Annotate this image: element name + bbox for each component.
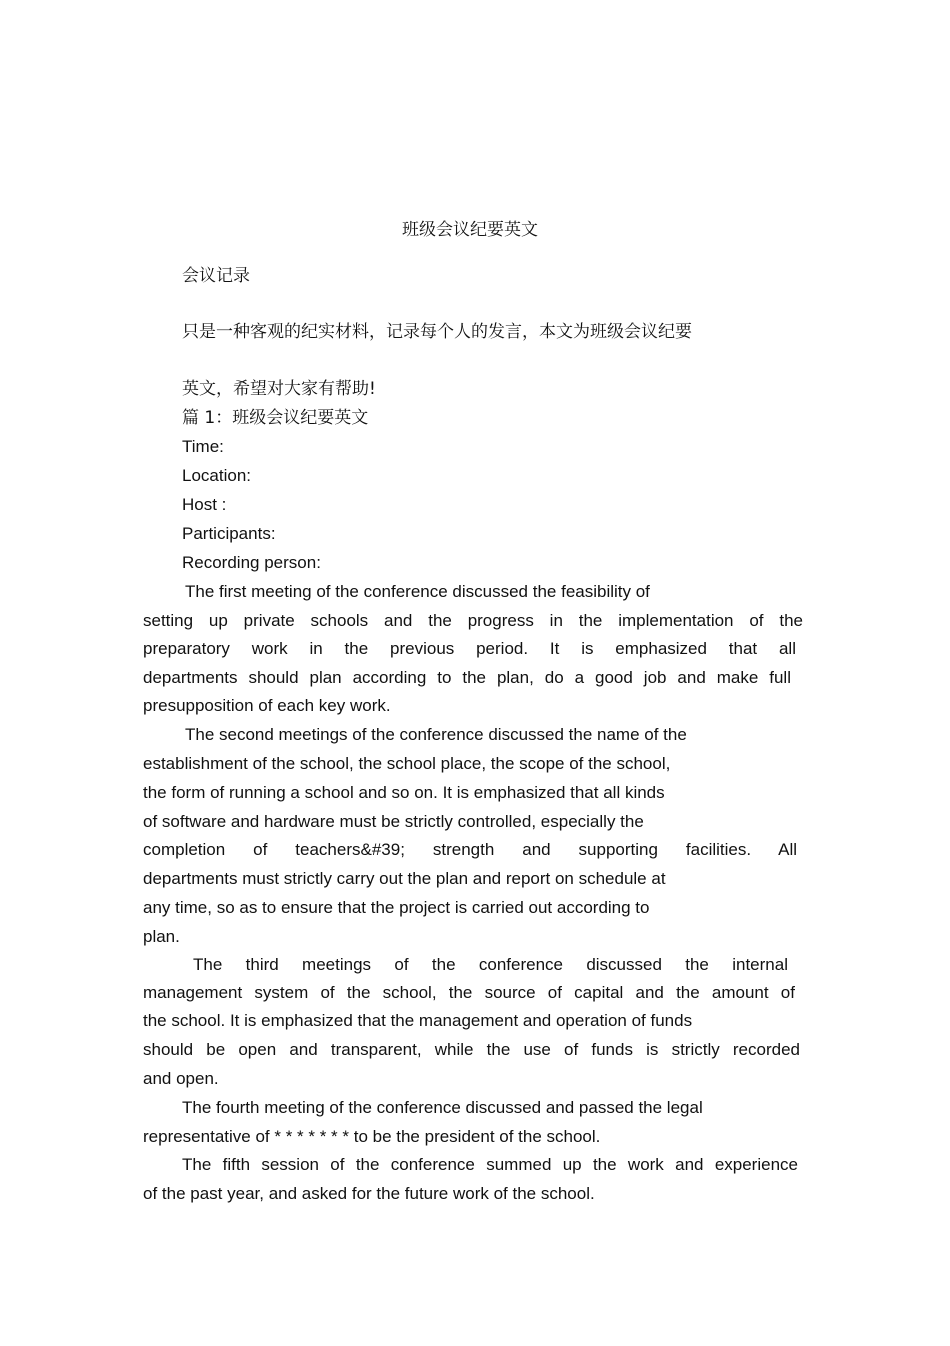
field-host: Host :	[182, 495, 227, 514]
paragraph-1-line: The first meeting of the conference discussed the feasibility of	[185, 582, 650, 601]
paragraph-3-line: The third meetings of the conference discussed the internal	[193, 955, 788, 974]
field-participants: Participants:	[182, 524, 276, 543]
paragraph-2-line: establishment of the school, the school place, the scope of the school,	[143, 754, 671, 773]
intro-line: 英文，希望对大家有帮助!	[182, 379, 376, 399]
document-title: 班级会议纪要英文	[402, 220, 538, 240]
paragraph-2-line: any time, so as to ensure that the project is carried out according to	[143, 898, 650, 917]
paragraph-3-line: and open.	[143, 1069, 219, 1088]
paragraph-2-line: completion of teachers&#39; strength and supporting facilities. All	[143, 840, 797, 859]
paragraph-3-line: the school. It is emphasized that the management and operation of funds	[143, 1011, 693, 1030]
paragraph-2-line: the form of running a school and so on. It is emphasized that all kinds	[143, 783, 665, 802]
paragraph-1-line: presupposition of each key work.	[143, 696, 391, 715]
paragraph-2-line: plan.	[143, 927, 180, 946]
field-recording-person: Recording person:	[182, 553, 321, 572]
paragraph-5-line: of the past year, and asked for the future work of the school.	[143, 1184, 595, 1203]
field-time: Time:	[182, 437, 224, 456]
paragraph-2-line: The second meetings of the conference discussed the name of the	[185, 725, 687, 744]
paragraph-1-line: preparatory work in the previous period. It is emphasized that all	[143, 639, 796, 658]
paragraph-2-line: of software and hardware must be strictly controlled, especially the	[143, 812, 644, 831]
paragraph-1-line: setting up private schools and the progress in the implementation of the	[143, 611, 803, 630]
paragraph-1-line: departments should plan according to the plan, do a good job and make full	[143, 668, 791, 687]
paragraph-4-line: representative of * * * * * * * to be the president of the school.	[143, 1127, 601, 1146]
paragraph-5-line: The fifth session of the conference summed up the work and experience	[182, 1155, 798, 1174]
heading: 会议记录	[182, 266, 250, 286]
paragraph-4-line: The fourth meeting of the conference discussed and passed the legal	[182, 1098, 703, 1117]
section-title: 篇 1：班级会议纪要英文	[182, 408, 369, 428]
paragraph-2-line: departments must strictly carry out the plan and report on schedule at	[143, 869, 666, 888]
paragraph-3-line: should be open and transparent, while the use of funds is strictly recorded	[143, 1040, 800, 1059]
field-location: Location:	[182, 466, 251, 485]
paragraph-3-line: management system of the school, the source of capital and the amount of	[143, 983, 795, 1002]
intro-line: 只是一种客观的纪实材料，记录每个人的发言，本文为班级会议纪要	[182, 322, 692, 342]
